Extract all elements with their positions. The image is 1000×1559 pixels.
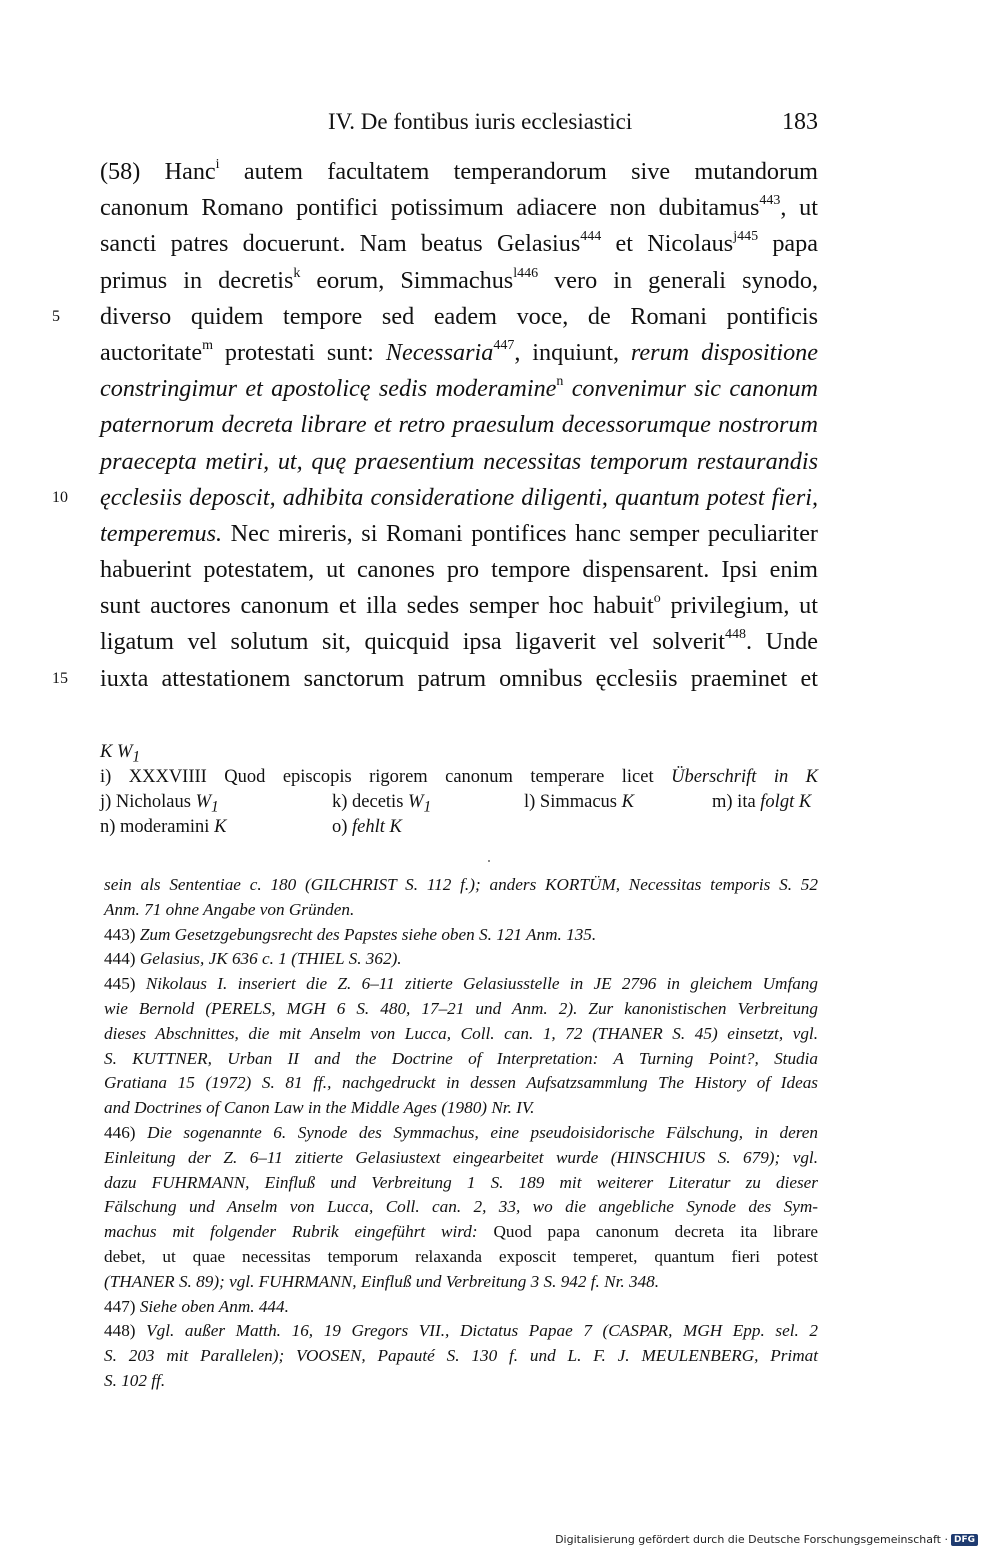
footnote-line: dieses Abschnittes, die mit Anselm von Lucca, Coll. can. 1, 72 (THANER S. 45) einsetzt, vgl. xyxy=(104,1023,818,1043)
main-text xyxy=(52,154,818,697)
text-line: primus in decretis$^k$ eorum, Simmachus$^{l446}$ vero in generali synodo, xyxy=(100,265,818,294)
footnote-line: debet, ut quae necessitas temporum relaxanda exposcit temperet, quantum fieri potest xyxy=(104,1246,818,1266)
text-line: 5 diverso quidem tempore sed eadem voce, de Romani pontificis xyxy=(100,299,818,335)
text-line: 15 iuxta attestationem sanctorum patrum omnibus ęcclesiis praeminet et xyxy=(100,661,818,697)
critical-apparatus xyxy=(100,740,818,840)
footnote-line: (THANER S. 89); vgl. FUHRMANN, Einfluß und Verbreitung 3 S. 942 f. Nr. 348. xyxy=(104,1271,660,1291)
text-line: sancti patres docuerunt. Nam beatus Gelasius$^{444}$ et Nicolaus$^{j445}$ papa xyxy=(100,229,818,258)
footnote-line: machus mit folgender Rubrik eingeführt wird: Quod papa canonum decreta ita librare xyxy=(104,1222,818,1242)
apparatus-entry-i: i) XXXVIIII Quod episcopis rigorem canonum temperare licet Überschrift in K xyxy=(100,767,818,787)
footnote-446: 446) Die sogenannte 6. Synode des Symmachus, eine pseudoisidorische Fälschung, in deren xyxy=(104,1122,818,1142)
line-number: 15 xyxy=(52,669,68,687)
apparatus-entry-o: o) fehlt K xyxy=(332,817,402,837)
footnote-445: 445) Nikolaus I. inseriert die Z. 6–11 zitierte Gelasiusstelle in JE 2796 in gleichem Umfang xyxy=(104,974,818,994)
footnote-line: S. 102 ff. xyxy=(104,1370,166,1390)
apparatus-entry-j: j) Nicholaus $W_1$ xyxy=(100,792,219,816)
text-line: canonum Romano pontifici potissimum adiacere non dubitamus$^{443}$, ut xyxy=(100,193,818,222)
footnote-line: dazu FUHRMANN, Einfluß und Verbreitung 1 S. 189 mit weiterer Literatur zu dieser xyxy=(104,1172,818,1192)
apparatus-entry-n: n) moderamini K xyxy=(100,817,227,837)
footnote-line: S. KUTTNER, Urban II and the Doctrine of Interpretation: A Turning Point?, Studia xyxy=(104,1048,818,1068)
digitization-credit: Digitalisierung gefördert durch die Deutsche Forschungsgemeinschaft · DFG xyxy=(555,1533,978,1546)
apparatus-entry-k: k) decetis $W_1$ xyxy=(332,792,432,816)
footnote-line: S. 203 mit Parallelen); VOOSEN, Papauté S. 130 f. und L. F. J. MEULENBERG, Primat xyxy=(104,1346,818,1366)
footnote-line: Anm. 71 ohne Angabe von Gründen. xyxy=(104,899,355,919)
apparatus-row xyxy=(100,815,818,840)
apparatus-row xyxy=(100,790,818,815)
page-number: 183 xyxy=(782,109,818,135)
footnote-line: Gratiana 15 (1972) S. 81 ff., nachgedruckt in dessen Aufsatzsammlung The History of Ideas xyxy=(104,1073,818,1093)
text-line: habuerint potestatem, ut canones pro tempore dispensarent. Ipsi enim xyxy=(100,556,818,584)
text-line: paternorum decreta librare et retro praesulum decessorumque nostrorum xyxy=(100,411,818,439)
footnote-line: Fälschung und Anselm von Lucca, Coll. can. 2, 33, wo die angebliche Synode des Sym- xyxy=(104,1197,818,1217)
apparatus-sigla: K $W_1$ xyxy=(100,742,141,766)
footnote-line: and Doctrines of Canon Law in the Middle Ages (1980) Nr. IV. xyxy=(104,1098,535,1118)
scan-speck xyxy=(488,860,490,862)
footnote-443: 443) Zum Gesetzgebungsrecht des Papstes siehe oben S. 121 Anm. 135. xyxy=(104,924,597,944)
apparatus-entry-m: m) ita folgt K xyxy=(712,792,812,812)
footnote-line: wie Bernold (PERELS, MGH 6 S. 480, 17–21 und Anm. 2). Zur kanonistischen Verbreitung xyxy=(104,998,818,1018)
text-line: constringimur et apostolicę sedis moderamine$^n$ convenimur sic canonum xyxy=(100,374,818,403)
footnote-444: 444) Gelasius, JK 636 c. 1 (THIEL S. 362). xyxy=(104,949,402,969)
line-number: 5 xyxy=(52,307,60,325)
running-head-title: IV. De fontibus iuris ecclesiastici xyxy=(328,109,633,134)
footnotes xyxy=(104,873,818,1394)
footnote-448: 448) Vgl. außer Matth. 16, 19 Gregors VII., Dictatus Papae 7 (CASPAR, MGH Epp. sel. 2 xyxy=(104,1321,818,1341)
text-line: (58) Hanc$^i$ autem facultatem temperandorum sive mutandorum xyxy=(100,156,818,185)
text-line: sunt auctores canonum et illa sedes semper hoc habuit$^o$ privilegium, ut xyxy=(100,591,818,620)
footnote-line: sein als Sententiae c. 180 (GILCHRIST S. 112 f.); anders KORTÜM, Necessitas temporis S. 52 xyxy=(104,875,818,894)
text-line: praecepta metiri, ut, quę praesentium necessitas temporum restaurandis xyxy=(100,447,818,475)
apparatus-entry-l: l) Simmacus K xyxy=(524,792,634,812)
text-line: ligatum vel solutum sit, quicquid ipsa ligaverit vel solverit$^{448}$. Unde xyxy=(100,627,818,656)
line-number: 10 xyxy=(52,488,68,506)
text-line: temperemus. Nec mireris, si Romani pontifices hanc semper peculiariter xyxy=(100,519,818,547)
dfg-logo-icon: DFG xyxy=(951,1534,978,1546)
running-head xyxy=(100,104,818,140)
text-line: 10 ęcclesiis deposcit, adhibita consideratione diligenti, quantum potest fieri, xyxy=(100,480,818,516)
text-line: auctoritate$^m$ protestati sunt: Necessaria$^{447}$, inquiunt, rerum dispositione xyxy=(100,337,818,366)
footnote-447: 447) Siehe oben Anm. 444. xyxy=(104,1296,289,1316)
footnote-line: Einleitung der Z. 6–11 zitierte Gelasiustext eingearbeitet wurde (HINSCHIUS S. 679); vgl. xyxy=(104,1147,818,1167)
